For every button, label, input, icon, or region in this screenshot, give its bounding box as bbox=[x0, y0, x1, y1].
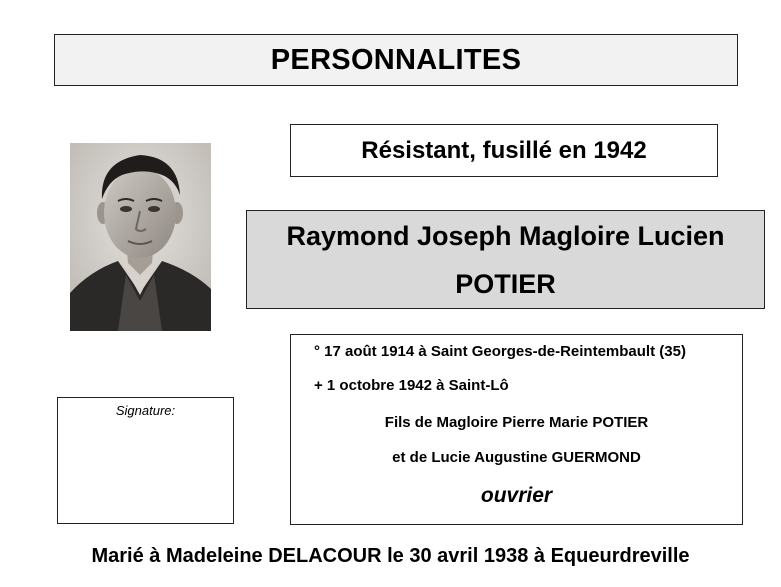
header-box bbox=[54, 34, 738, 86]
signature-label: Signature: bbox=[115, 403, 176, 418]
surname: POTIER bbox=[455, 268, 556, 299]
father-line: Fils de Magloire Pierre Marie POTIER bbox=[384, 414, 649, 431]
page-title: PERSONNALITES bbox=[270, 43, 522, 76]
signature-box bbox=[57, 397, 234, 524]
occupation: ouvrier bbox=[480, 484, 553, 507]
mother-line: et de Lucie Augustine GUERMOND bbox=[392, 449, 641, 466]
marriage-line: Marié à Madeleine DELACOUR le 30 avril 1938 à Equeurdreville bbox=[91, 545, 690, 567]
given-names: Raymond Joseph Magloire Lucien bbox=[286, 220, 725, 251]
details-box bbox=[290, 334, 743, 525]
birth-line: ° 17 août 1914 à Saint Georges-de-Reintembault (35) bbox=[314, 343, 686, 360]
subtitle-text: Résistant, fusillé en 1942 bbox=[361, 136, 647, 164]
name-box bbox=[246, 210, 765, 309]
portrait-photo bbox=[70, 143, 211, 331]
subtitle-box bbox=[290, 124, 718, 177]
death-line: + 1 octobre 1942 à Saint-Lô bbox=[314, 377, 509, 394]
